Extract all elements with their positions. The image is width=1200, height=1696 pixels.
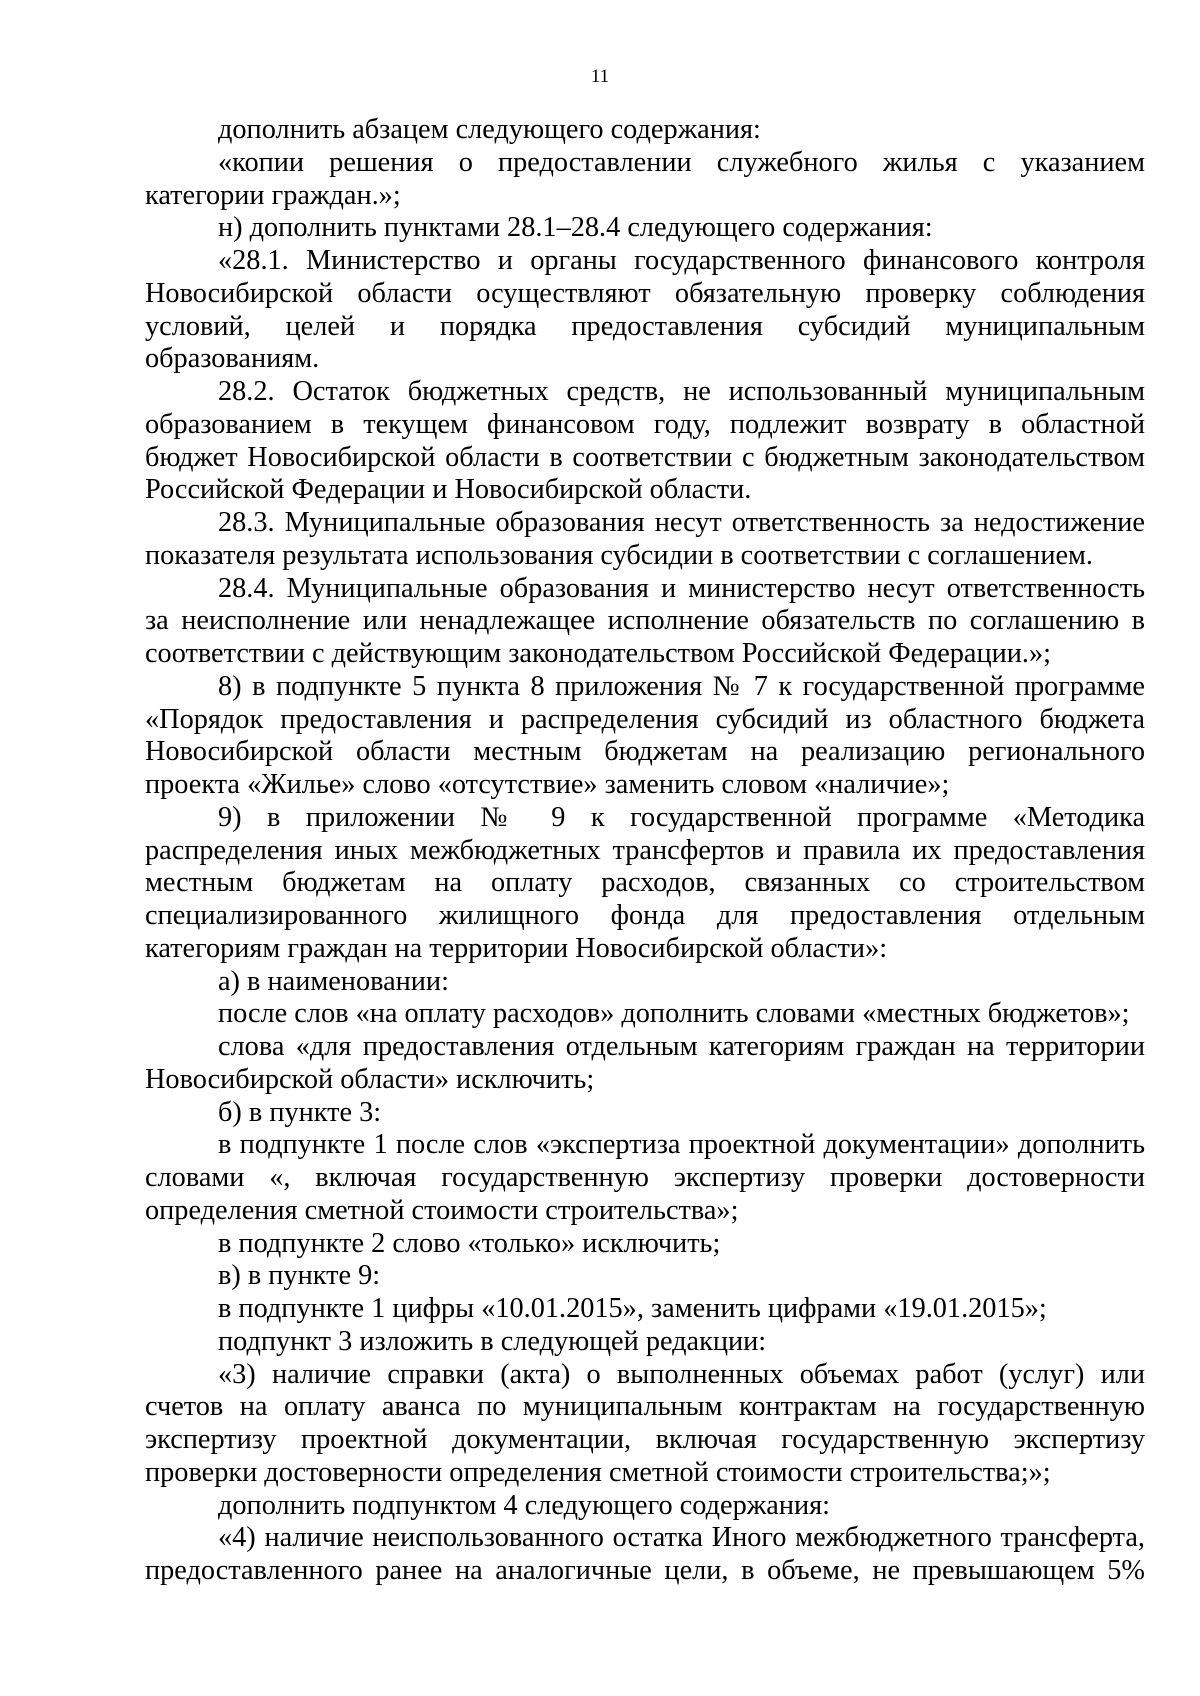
paragraph: 28.2. Остаток бюджетных средств, не использованный муниципальным образованием в текущем финансовом году, подлежит возврату в областной бюджет Новосибирской области в соответствии с бюджетным законодательством Российской Федерации и Новосибирской области. xyxy=(145,376,1145,506)
paragraph: 9) в приложении № 9 к государственной программе «Методика распределения иных межбюджетных трансфертов и правила их предоставления местным бюджетам на оплату расходов, связанных со строительством специализированного жилищного фонда для предоставления отдельным категориям граждан на территории Новосибирской области»: xyxy=(145,801,1145,964)
document-body xyxy=(145,114,1145,1588)
paragraph: а) в наименовании: xyxy=(218,965,449,997)
paragraph: в) в пункте 9: xyxy=(218,1260,381,1292)
paragraph: в подпункте 2 слово «только» исключить; xyxy=(218,1227,721,1259)
paragraph: в подпункте 1 после слов «экспертиза проектной документации» дополнить словами «, включая государственную экспертизу проверки достоверности определения сметной стоимости строительства»; xyxy=(145,1129,1145,1226)
paragraph: в подпункте 1 цифры «10.01.2015», заменить цифрами «19.01.2015»; xyxy=(218,1293,1047,1324)
page-number: 11 xyxy=(590,66,610,87)
paragraph: «28.1. Министерство и органы государственного финансового контроля Новосибирской области осуществляют обязательную проверку соблюдения условий, целей и порядка предоставления субсидий муниципальным образованиям. xyxy=(145,245,1145,375)
paragraph: после слов «на оплату расходов» дополнить словами «местных бюджетов»; xyxy=(218,998,1130,1030)
paragraph: дополнить абзацем следующего содержания: xyxy=(218,114,761,145)
paragraph: «4) наличие неиспользованного остатка Иного межбюджетного трансферта, предоставленного ранее на аналогичные цели, в объеме, не превышающем 5% xyxy=(145,1522,1145,1586)
paragraph: дополнить подпунктом 4 следующего содержания: xyxy=(218,1489,831,1521)
paragraph: 8) в подпункте 5 пункта 8 приложения № 7 к государственной программе «Порядок предоставления и распределения субсидий из областного бюджета Новосибирской области местным бюджетам на реализацию регионального проекта «Жилье» слово «отсутствие» заменить словом «наличие»; xyxy=(145,670,1145,800)
paragraph: «копии решения о предоставлении служебного жилья с указанием категории граждан.»; xyxy=(145,146,1145,211)
paragraph: б) в пункте 3: xyxy=(218,1096,382,1128)
paragraph: 28.4. Муниципальные образования и министерство несут ответственность за неисполнение или ненадлежащее исполнение обязательств по соглашению в соответствии с действующим законодательством Российской Федерации.»; xyxy=(145,572,1145,669)
paragraph: 28.3. Муниципальные образования несут ответственность за недостижение показателя результата использования субсидии в соответствии с соглашением. xyxy=(145,507,1145,571)
paragraph: н) дополнить пунктами 28.1–28.4 следующего содержания: xyxy=(218,212,933,244)
paragraph: подпункт 3 изложить в следующей редакции: xyxy=(218,1325,767,1357)
paragraph: «3) наличие справки (акта) о выполненных объемах работ (услуг) или счетов на оплату аванса по муниципальным контрактам на государственную экспертизу проектной документации, включая государственную экспертизу проверки достоверности определения сметной стоимости строительства;»; xyxy=(145,1358,1145,1488)
paragraph: слова «для предоставления отдельным категориям граждан на территории Новосибирской области» исключить; xyxy=(145,1031,1145,1095)
